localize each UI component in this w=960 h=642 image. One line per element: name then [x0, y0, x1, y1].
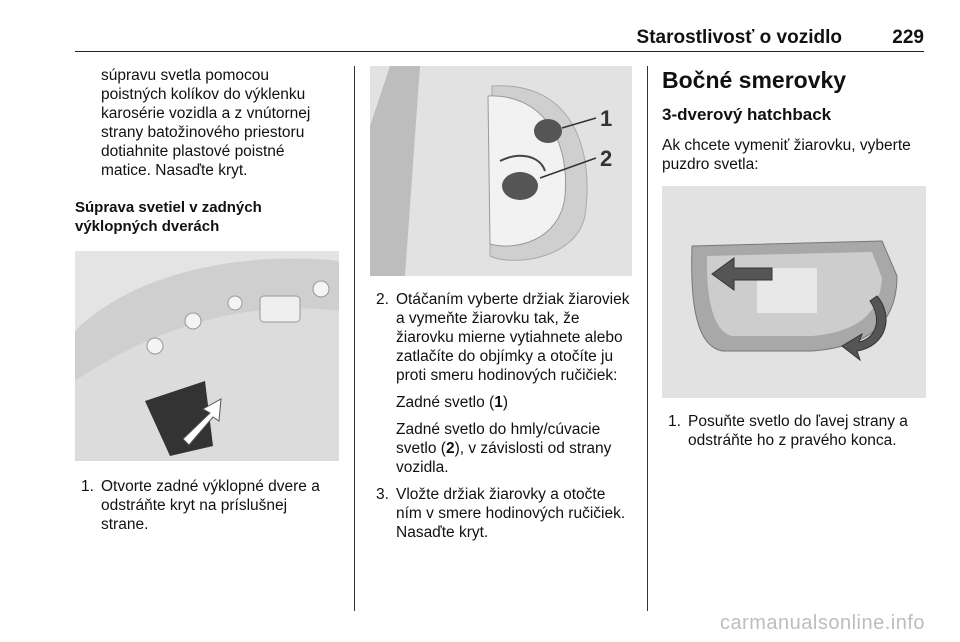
- step-number: 3.: [376, 486, 389, 503]
- text-line: Nasaďte kryt.: [396, 524, 489, 541]
- bulb-note-1: Zadné svetlo (1): [396, 394, 509, 411]
- header-title: Starostlivosť o vozidlo: [636, 27, 842, 48]
- text-line: Otvorte zadné výklopné dvere a: [101, 478, 320, 495]
- text-line: poistných kolíkov do výklenku: [101, 86, 306, 103]
- text-line: zatlačíte do objímky a otočíte ju: [396, 348, 614, 365]
- text-line: Vložte držiak žiarovky a otočte: [396, 486, 606, 503]
- bulb-note-2: svetlo (2), v závislosti od strany: [396, 440, 612, 457]
- section-heading: Bočné smerovky: [662, 67, 847, 93]
- step-3: [370, 485, 635, 542]
- text-line: odstráňte ho z pravého konca.: [688, 432, 897, 449]
- step-number: 2.: [376, 291, 389, 308]
- text-line: matice. Nasaďte kryt.: [101, 162, 248, 179]
- text-line: strany batožinového priestoru: [101, 124, 305, 141]
- text-line: proti smeru hodinových ručičiek:: [396, 367, 618, 384]
- column-2: [370, 66, 635, 542]
- text-line: Zadné svetlo do hmly/cúvacie: [396, 421, 601, 438]
- text-line: súpravu svetla pomocou: [101, 67, 270, 84]
- callout-label-1: 1: [600, 106, 613, 131]
- column-divider-2: [647, 66, 648, 611]
- side-indicator-illustration: [662, 186, 926, 398]
- text-line: žiarovku mierne vytiahnete alebo: [396, 329, 623, 346]
- text-line: strane.: [101, 516, 149, 533]
- column-divider-1: [354, 66, 355, 611]
- watermark: carmanualsonline.info: [719, 612, 925, 634]
- step-number: 1.: [81, 478, 94, 495]
- text-line: vozidla.: [396, 459, 449, 476]
- text-line: Otáčaním vyberte držiak žiaroviek: [396, 291, 630, 308]
- text-line: dotiahnite plastové poistné: [101, 143, 285, 160]
- text-line: ním v smere hodinových ručičiek.: [396, 505, 626, 522]
- text-line: a vymeňte žiarovku tak, že: [396, 310, 580, 327]
- text-line: karosérie vozidla a z vnútornej: [101, 105, 311, 122]
- step-1: [75, 477, 340, 534]
- text-line: Posuňte svetlo do ľavej strany a: [688, 413, 908, 430]
- text-line: odstráňte kryt na príslušnej: [101, 497, 288, 514]
- page-header: [75, 24, 924, 52]
- intro-paragraph: [662, 136, 926, 174]
- step-number: 1.: [668, 413, 681, 430]
- section-subheading: [75, 198, 340, 236]
- bulb-holder-illustration: [370, 66, 632, 276]
- text-line: puzdro svetla:: [662, 156, 759, 173]
- section-subheading: 3-dverový hatchback: [662, 105, 832, 124]
- column-1: [75, 66, 340, 534]
- callout-label-2: 2: [600, 146, 613, 171]
- step-2: [370, 290, 635, 477]
- step-1: [662, 412, 926, 450]
- text-line: Ak chcete vymeniť žiarovku, vyberte: [662, 137, 911, 154]
- continued-paragraph: [75, 66, 340, 180]
- page-number: 229: [892, 27, 924, 48]
- subheading-line: Súprava svetiel v zadných: [75, 199, 262, 216]
- subheading-line: výklopných dverách: [75, 218, 220, 235]
- tailgate-illustration: [75, 251, 339, 461]
- column-3: [662, 66, 926, 450]
